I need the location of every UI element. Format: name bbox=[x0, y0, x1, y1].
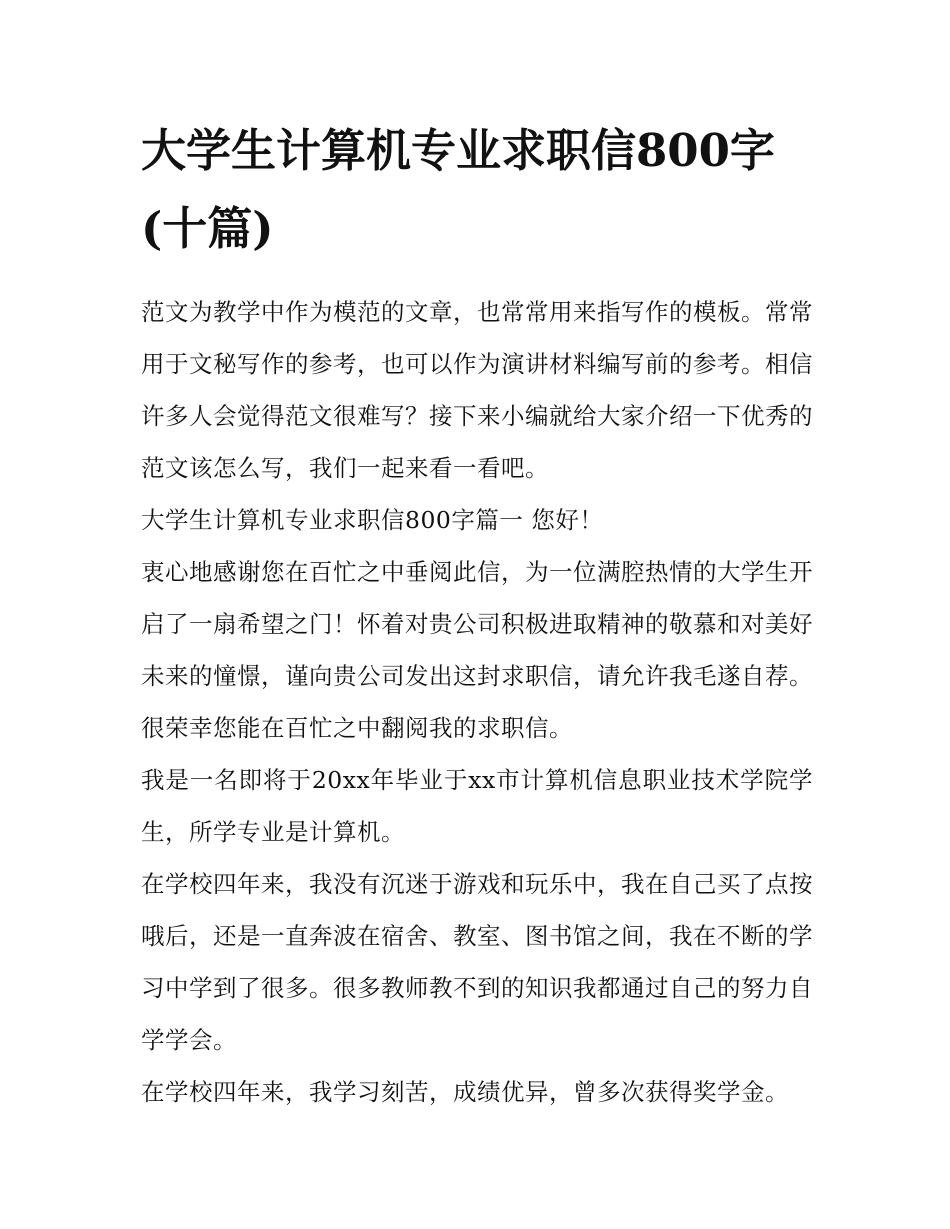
paragraph-self-intro: 我是一名即将于20xx年毕业于xx市计算机信息职业技术学院学生，所学专业是计算机。 bbox=[141, 766, 813, 846]
paragraph-achievements: 在学校四年来，我学习刻苦，成绩优异，曾多次获得奖学金。 bbox=[141, 1078, 789, 1106]
document-title: 大学生计算机专业求职信800字(十篇) bbox=[141, 124, 775, 255]
document-body bbox=[141, 112, 813, 1118]
paragraph-intro: 范文为教学中作为模范的文章，也常常用来指写作的模板。常常用于文秘写作的参考，也可以作为演讲材料编写前的参考。相信许多人会觉得范文很难写？接下来小编就给大家介绍一下优秀的范文该怎么写，我们一起来看一看吧。 bbox=[141, 298, 813, 482]
paragraph-study-experience: 在学校四年来，我没有沉迷于游戏和玩乐中，我在自己买了点按哦后，还是一直奔波在宿舍、教室、图书馆之间，我在不断的学习中学到了很多。很多教师教不到的知识我都通过自己的努力自学学会。 bbox=[141, 870, 813, 1054]
paragraph-letter-heading: 大学生计算机专业求职信800字篇一 您好！ bbox=[141, 506, 604, 534]
paragraph-thanks: 衷心地感谢您在百忙之中垂阅此信，为一位满腔热情的大学生开启了一扇希望之门！怀着对贵公司积极进取精神的敬慕和对美好未来的憧憬，谨向贵公司发出这封求职信，请允许我毛遂自荐。很荣幸您能在百忙之中翻阅我的求职信。 bbox=[141, 558, 813, 742]
